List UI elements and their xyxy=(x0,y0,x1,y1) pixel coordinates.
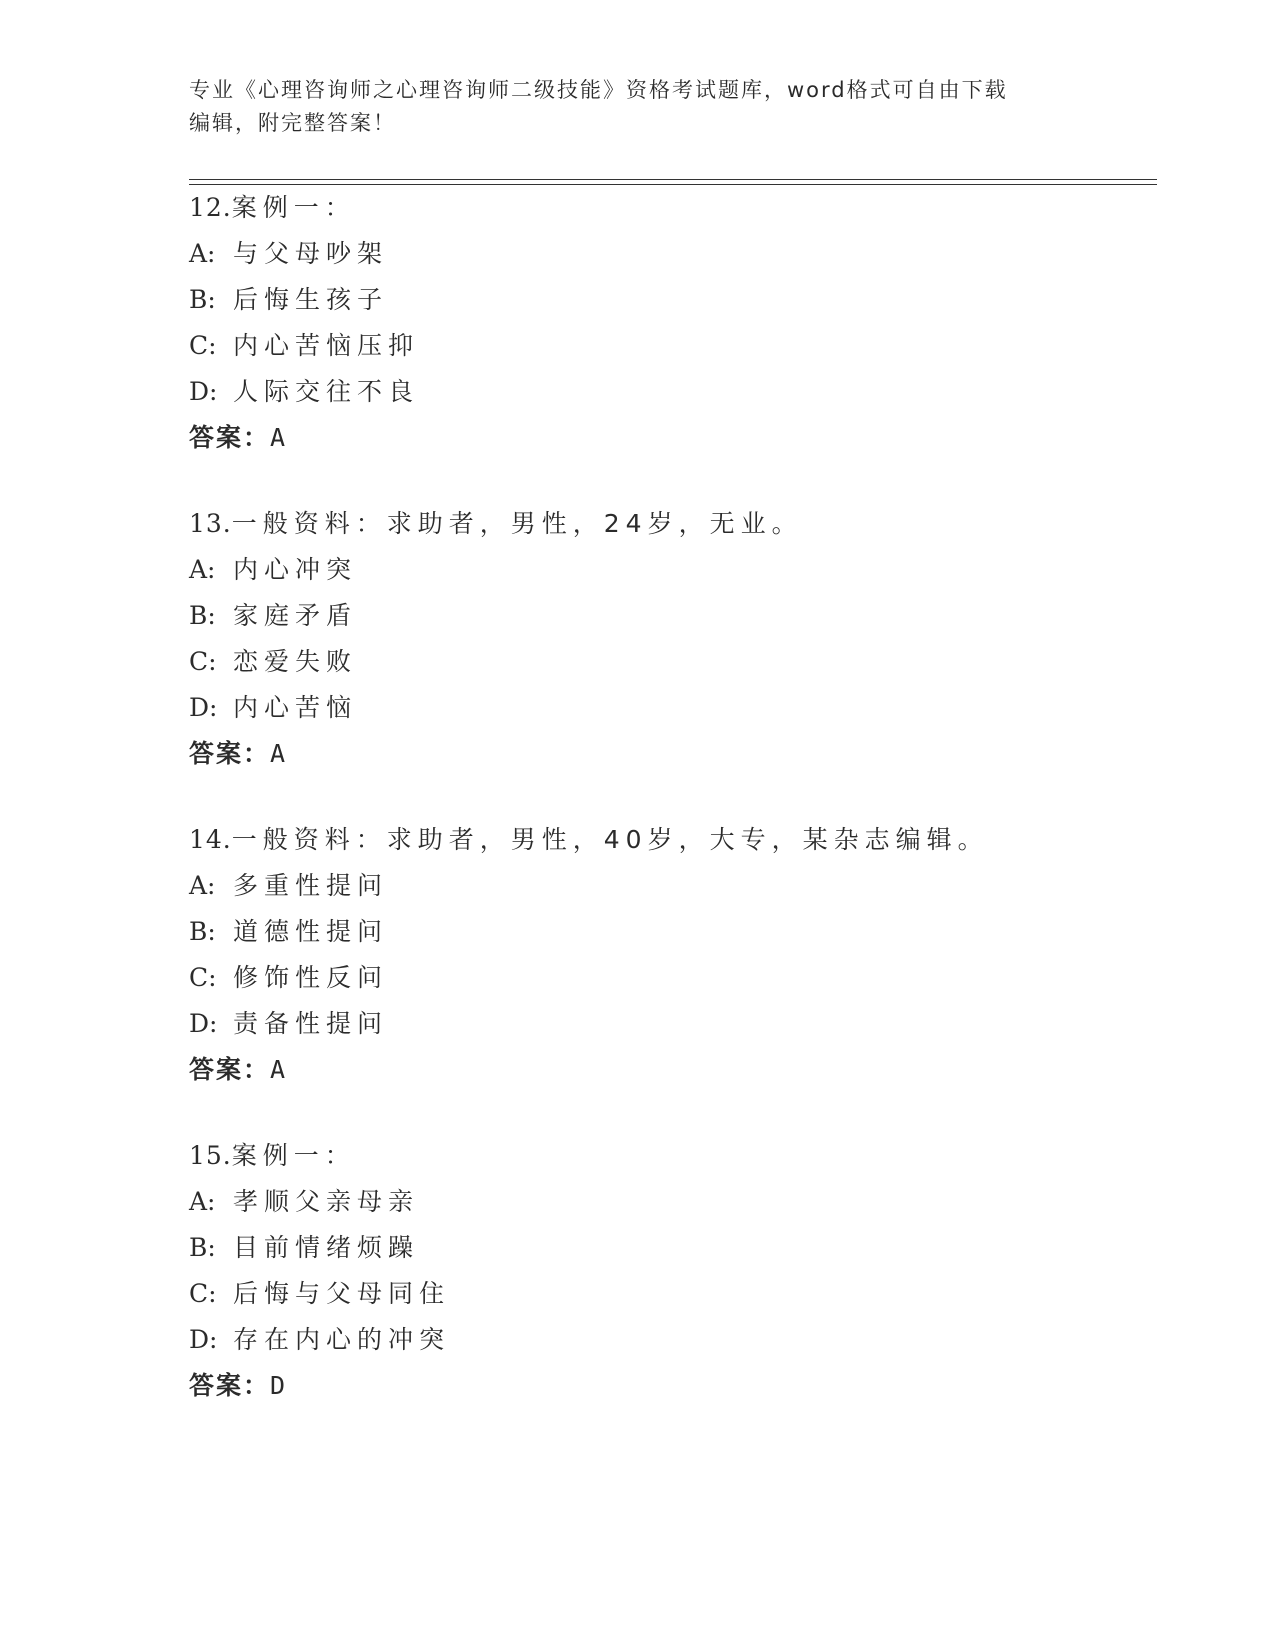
option-text: 责备性提问 xyxy=(233,1009,389,1038)
answer-line xyxy=(189,1047,1149,1093)
option-key: C: xyxy=(189,1279,217,1308)
option-a xyxy=(189,863,1149,909)
option-c xyxy=(189,639,1149,685)
answer-value: A xyxy=(270,423,288,452)
option-text: 道德性提问 xyxy=(233,917,389,946)
option-text: 内心苦恼 xyxy=(233,693,358,722)
option-key: B: xyxy=(189,601,216,630)
answer-label: 答案： xyxy=(189,1055,271,1084)
option-key: C: xyxy=(189,963,217,992)
option-a xyxy=(189,231,1149,277)
header-line-2: 编辑，附完整答案！ xyxy=(189,111,396,135)
option-key: A: xyxy=(189,239,216,268)
answer-label: 答案： xyxy=(189,1371,271,1400)
option-text: 内心苦恼压抑 xyxy=(233,331,420,360)
option-c xyxy=(189,1271,1149,1317)
header-divider-top xyxy=(189,179,1157,180)
option-text: 目前情绪烦躁 xyxy=(233,1233,420,1262)
option-b xyxy=(189,277,1149,323)
option-key: A: xyxy=(189,871,216,900)
question-title xyxy=(189,185,1149,231)
option-text: 后悔生孩子 xyxy=(233,285,389,314)
option-key: A: xyxy=(189,555,216,584)
option-d xyxy=(189,1317,1149,1363)
question-title xyxy=(189,501,1149,547)
option-b xyxy=(189,1225,1149,1271)
option-text: 后悔与父母同住 xyxy=(233,1279,451,1308)
answer-line xyxy=(189,1363,1149,1409)
option-key: C: xyxy=(189,647,217,676)
option-text: 恋爱失败 xyxy=(233,647,358,676)
option-c xyxy=(189,323,1149,369)
option-text: 内心冲突 xyxy=(233,555,358,584)
question-15 xyxy=(189,1133,1149,1409)
question-stem: 案例一： xyxy=(231,1141,356,1170)
option-d xyxy=(189,1001,1149,1047)
option-text: 修饰性反问 xyxy=(233,963,389,992)
option-key: D: xyxy=(189,1009,218,1038)
option-key: A: xyxy=(189,1187,216,1216)
answer-label: 答案： xyxy=(189,423,271,452)
question-number: 15. xyxy=(189,1141,232,1170)
option-key: D: xyxy=(189,1325,218,1354)
option-key: D: xyxy=(189,693,218,722)
option-key: B: xyxy=(189,917,216,946)
answer-line xyxy=(189,731,1149,777)
question-title xyxy=(189,817,1149,863)
option-a xyxy=(189,547,1149,593)
answer-line xyxy=(189,415,1149,461)
question-stem: 一般资料：求助者，男性，40岁，大专，某杂志编辑。 xyxy=(231,825,989,854)
option-text: 孝顺父亲母亲 xyxy=(233,1187,420,1216)
question-number: 12. xyxy=(189,193,232,222)
question-stem: 一般资料：求助者，男性，24岁，无业。 xyxy=(231,509,803,538)
option-d xyxy=(189,369,1149,415)
option-b xyxy=(189,593,1149,639)
question-number: 14. xyxy=(189,825,232,854)
option-a xyxy=(189,1179,1149,1225)
question-12 xyxy=(189,185,1149,461)
option-text: 多重性提问 xyxy=(233,871,389,900)
answer-label: 答案： xyxy=(189,739,271,768)
answer-value: A xyxy=(270,739,288,768)
question-13 xyxy=(189,501,1149,777)
document-header xyxy=(189,74,1089,140)
option-key: C: xyxy=(189,331,217,360)
option-key: D: xyxy=(189,377,218,406)
question-number: 13. xyxy=(189,509,232,538)
option-b xyxy=(189,909,1149,955)
option-text: 人际交往不良 xyxy=(233,377,420,406)
question-stem: 案例一： xyxy=(231,193,356,222)
option-text: 家庭矛盾 xyxy=(233,601,358,630)
answer-value: A xyxy=(270,1055,288,1084)
answer-value: D xyxy=(270,1371,288,1400)
header-line-1: 专业《心理咨询师之心理咨询师二级技能》资格考试题库，word格式可自由下载 xyxy=(189,78,1008,102)
option-key: B: xyxy=(189,285,216,314)
option-text: 与父母吵架 xyxy=(233,239,389,268)
question-title xyxy=(189,1133,1149,1179)
option-d xyxy=(189,685,1149,731)
option-key: B: xyxy=(189,1233,216,1262)
question-14 xyxy=(189,817,1149,1093)
option-text: 存在内心的冲突 xyxy=(233,1325,451,1354)
option-c xyxy=(189,955,1149,1001)
